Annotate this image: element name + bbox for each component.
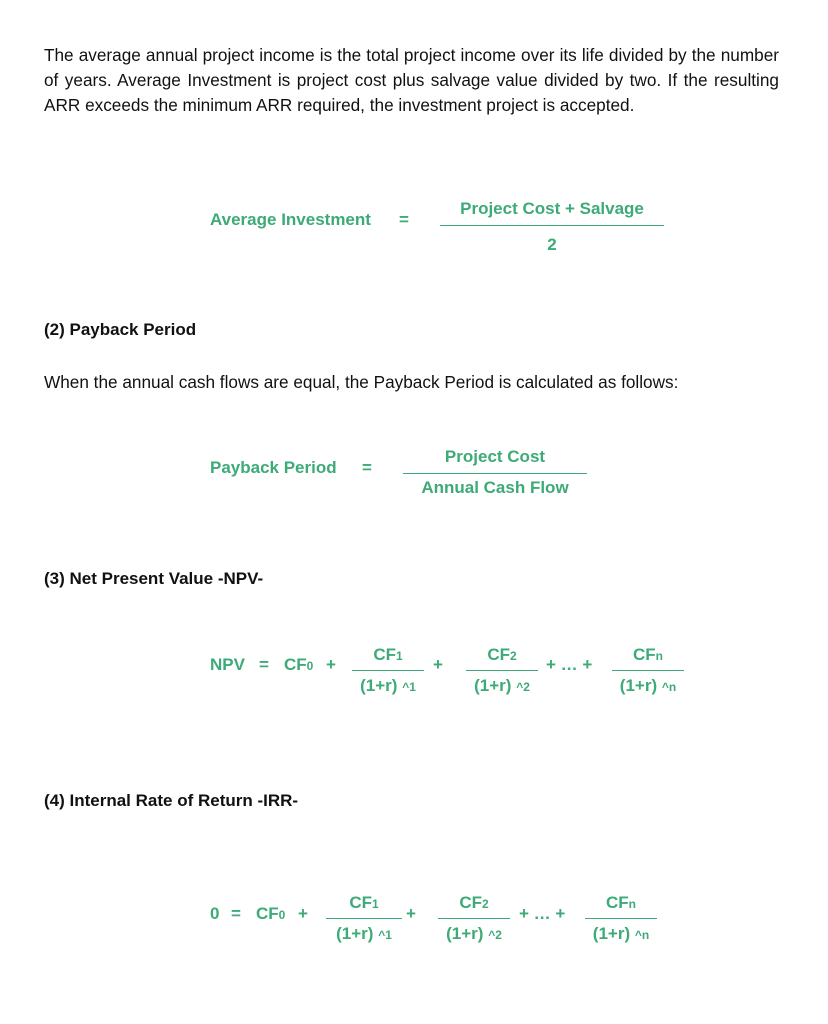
- payback-denominator: Annual Cash Flow: [421, 478, 569, 497]
- fraction-bar: [403, 473, 587, 474]
- irr-lhs: 0: [210, 904, 220, 923]
- npv-heading: (3) Net Present Value -NPV-: [44, 569, 264, 588]
- fraction-bar: [438, 918, 510, 919]
- npv-plus-2: +: [433, 655, 443, 674]
- irr-heading: (4) Internal Rate of Return -IRR-: [44, 791, 299, 810]
- npv-term-n: CFn (1+r) ^n: [612, 645, 684, 696]
- avg-investment-numerator: Project Cost + Salvage: [460, 199, 644, 218]
- irr-plus: +: [298, 904, 308, 923]
- payback-equals: =: [362, 458, 372, 477]
- payback-fraction: [403, 447, 587, 498]
- payback-label: Payback Period: [210, 458, 337, 477]
- irr-term-n: CFn (1+r) ^n: [585, 893, 657, 944]
- fraction-bar: [612, 670, 684, 671]
- npv-term-1: CF1 (1+r) ^1: [352, 645, 424, 696]
- npv-ellipsis: + … +: [546, 655, 593, 674]
- avg-investment-equals: =: [399, 210, 409, 229]
- fraction-bar: [440, 225, 664, 226]
- fraction-bar: [466, 670, 538, 671]
- avg-investment-label: Average Investment: [210, 210, 371, 229]
- irr-plus-2: +: [406, 904, 416, 923]
- payback-numerator: Project Cost: [444, 447, 546, 466]
- irr-term-2: CF2 (1+r) ^2: [438, 893, 510, 944]
- irr-equals: =: [231, 904, 241, 923]
- payback-text: When the annual cash flows are equal, the Payback Period is calculated as follows:: [44, 372, 679, 392]
- npv-plus: +: [326, 655, 336, 674]
- fraction-bar: [326, 918, 402, 919]
- npv-lhs: NPV: [210, 655, 245, 674]
- irr-cf0: CF0: [256, 904, 286, 923]
- irr-term-1: CF1 (1+r) ^1: [326, 893, 402, 944]
- payback-heading: (2) Payback Period: [44, 320, 197, 339]
- npv-cf0: CF0: [284, 655, 314, 674]
- fraction-bar: [585, 918, 657, 919]
- irr-ellipsis: + … +: [519, 904, 566, 923]
- intro-paragraph: The average annual project income is the total project income over its life divided by the number of years. Average Investment is project cost plus salvage value divided by two. If the resulting ARR exceeds the minimum ARR required, the investment project is accepted.: [44, 45, 779, 115]
- npv-term-2: CF2 (1+r) ^2: [466, 645, 538, 696]
- npv-equals: =: [259, 655, 269, 674]
- fraction-bar: [352, 670, 424, 671]
- avg-investment-fraction: [440, 199, 664, 255]
- avg-investment-denominator: 2: [547, 235, 557, 254]
